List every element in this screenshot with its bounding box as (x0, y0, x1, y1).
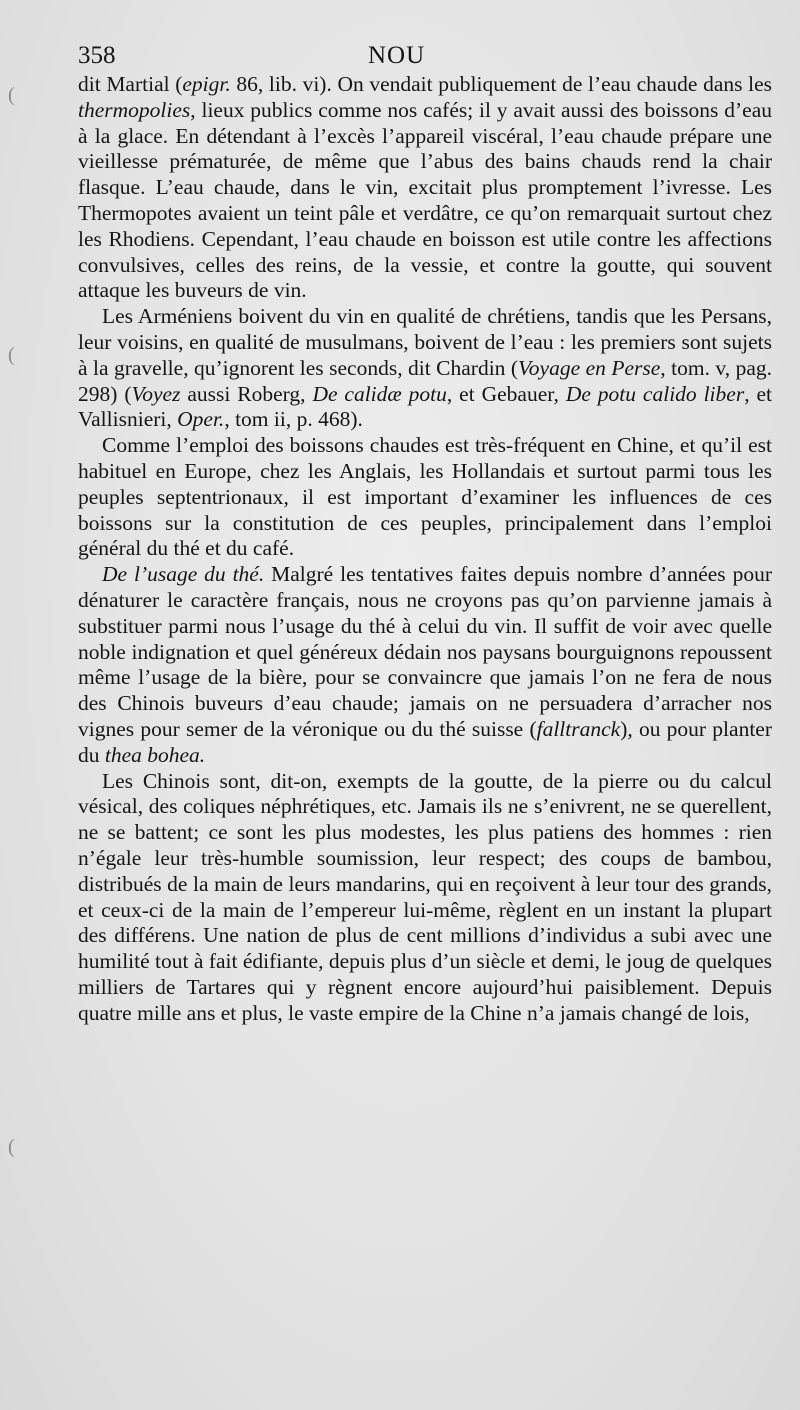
text-run: dit Martial ( (78, 72, 183, 96)
text-run: aussi Roberg, (180, 381, 313, 406)
text-run: Les Arméniens boivent du vin en qualité de chrétiens, tandis que les Persans, leur voisins, en qualité de musulmans, boivent de l’eau : les premiers sont sujets à la gravelle, qu’ignorent les seconds, dit Chardin ( (78, 304, 772, 380)
italic-text-run: De potu calido liber (565, 381, 745, 406)
italic-text-run: falltranck (536, 716, 621, 741)
running-head: NOU (368, 42, 426, 69)
italic-text-run: De calidæ potu (312, 381, 447, 406)
italic-text-run: Oper. (177, 407, 225, 432)
text-run: ), ou pour planter du (78, 716, 773, 767)
paragraph (78, 562, 772, 768)
italic-text-run: epigr. (182, 72, 231, 96)
paragraph (78, 304, 772, 433)
text-run: , lieux publics comme nos cafés; il y avait aussi des boissons d’eau à la glace. En détendant à l’excès l’appareil viscéral, l’eau chaude prépare une vieillesse prématurée, de même que l’abus des bains chauds rend la chair flasque. L’eau chaude, dans le vin, excitait plus promptement l’ivresse. Les Thermopotes avaient un teint pâle et verdâtre, ce qu’on remarquait surtout chez les Rhodiens. Cependant, l’eau chaude en boisson est utile contre les affections convulsives, celles des reins, de la vessie, et contre la goutte, qui souvent attaque les buveurs de vin. (78, 97, 772, 303)
text-run: , et Gebauer, (446, 381, 566, 406)
text-run: Les Chinois sont, dit-on, exempts de la goutte, de la pierre ou du calcul vésical, des coliques néphrétiques, etc. Jamais ils ne s’enivrent, ne se querellent, ne se battent; ce sont les plus modestes, les plus patiens des hommes : rien n’égale leur très-humble soumission, leur respect; des coups de bambou, distribués de la main de leurs mandarins, qui en reçoivent à leur tour des grands, et ceux-ci de la main de l’empereur lui-même, règlent en un instant la plupart des différens. Une nation de plus de cent millions d’individus a subi avec une humilité tout à fait édifiante, depuis plus d’un siècle et demi, le joug de quelques milliers de Tartares qui y règnent encore aujourd’hui paisiblement. Depuis quatre mille ans et plus, le vaste empire de la Chine n’a jamais changé de lois, (78, 768, 772, 1025)
margin-bracket-mark: ( (8, 344, 15, 366)
page-number: 358 (78, 42, 116, 69)
text-run: , tom ii, p. 468). (224, 407, 363, 432)
page-header (78, 42, 760, 76)
text-run: , et Vallisnieri, (78, 381, 772, 432)
text-run: Comme l’emploi des boissons chaudes est très-fréquent en Chine, et qu’il est habituel en Europe, chez les Anglais, les Hollandais et surtout parmi tous les peuples septentrionaux, il est important d’examiner les influences de ces boissons sur la constitution de ces peuples, principalement dans l’emploi général du thé et du café. (78, 433, 772, 561)
italic-text-run: De l’usage du thé. (102, 562, 265, 587)
text-run: , tom. v, pag. 298) ( (78, 355, 772, 406)
margin-bracket-mark: ( (8, 1136, 15, 1158)
italic-text-run: thea bohea. (104, 742, 206, 767)
paragraph (78, 72, 772, 304)
body-text (78, 72, 772, 1026)
italic-text-run: Voyez (131, 381, 181, 406)
paragraph (78, 769, 772, 1027)
text-run: 86, lib. vi). On vendait publiquement de l’eau chaude dans les (230, 72, 772, 96)
paragraph (78, 433, 772, 562)
italic-text-run: thermopolies (78, 97, 191, 122)
margin-bracket-mark: ( (8, 84, 15, 106)
text-run: Malgré les tentatives faites depuis nombre d’années pour dénaturer le caractère français, nous ne croyons pas qu’on parvienne jamais à substituer parmi nous l’usage du thé à celui du vin. Il suffit de voir avec quelle noble indignation et quel généreux dédain nos paysans bourguignons repoussent même l’usage de la bière, pour se convaincre que jamais l’on ne fera de nous des Chinois buveurs d’eau chaude; jamais on ne persuadera d’arracher nos vignes pour semer de la véronique ou du thé suisse ( (78, 562, 772, 741)
italic-text-run: Voyage en Perse (518, 355, 661, 380)
